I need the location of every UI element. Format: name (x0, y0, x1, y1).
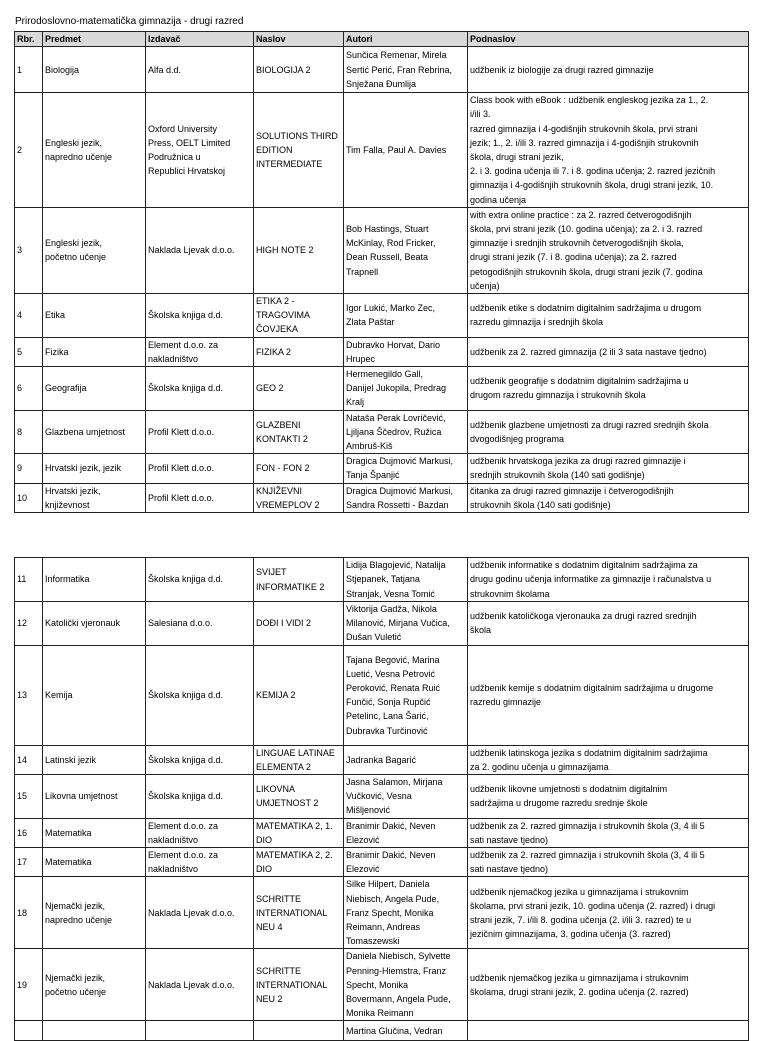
cell-predmet: Matematika (43, 848, 146, 877)
cell-predmet: Etika (43, 294, 146, 338)
table-row (15, 558, 749, 602)
cell-rbr: 6 (15, 367, 43, 411)
cell-rbr: 19 (15, 949, 43, 1021)
header-izdavac: Izdavač (146, 32, 254, 47)
cell-rbr: 17 (15, 848, 43, 877)
cell-autori: Dragica Dujmović Markusi, Tanja Španjić (344, 454, 468, 483)
table-row (15, 645, 749, 745)
cell-predmet: Njemački jezik, napredno učenje (43, 877, 146, 949)
cell-podnaslov: udžbenik informatike s dodatnim digitalnim sadržajima za drugu godinu učenja informatike za gimnazije i računalstva u strukovnim školama (468, 558, 749, 602)
cell-izdavac: Element d.o.o. za nakladništvo (146, 337, 254, 366)
cell-podnaslov: udžbenik etike s dodatnim digitalnim sadržajima u drugom razredu gimnazija i srednjih škola (468, 294, 749, 338)
table-row (15, 367, 749, 411)
cell-predmet: Latinski jezik (43, 745, 146, 774)
cell-naslov: FIZIKA 2 (254, 337, 344, 366)
cell-predmet: Glazbena umjetnost (43, 410, 146, 454)
table-row (15, 818, 749, 847)
cell-rbr: 14 (15, 745, 43, 774)
header-predmet: Predmet (43, 32, 146, 47)
cell-autori: Igor Lukić, Marko Zec, Zlata Paštar (344, 294, 468, 338)
cell-autori: Tim Falla, Paul A. Davies (344, 93, 468, 208)
cell-izdavac: Profil Klett d.o.o. (146, 410, 254, 454)
cell-naslov: MATEMATIKA 2, 1. DIO (254, 818, 344, 847)
cell-rbr: 3 (15, 207, 43, 293)
cell-podnaslov: Class book with eBook : udžbenik engleskog jezika za 1., 2. i/ili 3. razred gimnazija i 4-godišnjih strukovnih škola, prvi strani jezik; 1., 2. i/ili 3. razred gimnazija i 4-godišnjih strukovnih škola, drugi strani jezik, 2. i 3. godina učenja ili 7. i 8. godina učenja; 2. razred jezičnih gimnazija i 4-godišnjih strukovnih škola, drugi strani jezik, 10. godina učenja (468, 93, 749, 208)
cell-autori: Dragica Dujmović Markusi, Sandra Rossetti - Bazdan (344, 483, 468, 512)
cell-izdavac: Naklada Ljevak d.o.o. (146, 949, 254, 1021)
cell-izdavac: Školska knjiga d.d. (146, 558, 254, 602)
table-row (15, 745, 749, 774)
table-row (15, 877, 749, 949)
cell-autori: Dubravko Horvat, Dario Hrupec (344, 337, 468, 366)
cell-naslov: SVIJET INFORMATIKE 2 (254, 558, 344, 602)
cell-podnaslov: udžbenik kemije s dodatnim digitalnim sadržajima u drugome razredu gimnazije (468, 645, 749, 745)
table-row (15, 410, 749, 454)
cell-rbr: 2 (15, 93, 43, 208)
header-podnaslov: Podnaslov (468, 32, 749, 47)
cell-autori: Silke Hilpert, Daniela Niebisch, Angela Pude, Franz Specht, Monika Reimann, Andreas Tomaszewski (344, 877, 468, 949)
cell-podnaslov: udžbenik njemačkog jezika u gimnazijama i strukovnim školama, prvi strani jezik, 10. godina učenja (2. razred) i drugi strani jezik, 7. i/ili 8. godina učenja (2. i/ili 3. razred) te u jezičnim gimnazijama, 3. godina učenja (3. razred) (468, 877, 749, 949)
cell-podnaslov: udžbenik iz biologije za drugi razred gimnazije (468, 47, 749, 93)
table-row (15, 848, 749, 877)
cell-rbr: 9 (15, 454, 43, 483)
table-row (15, 454, 749, 483)
header-rbr: Rbr. (15, 32, 43, 47)
cell-izdavac: Element d.o.o. za nakladništvo (146, 848, 254, 877)
cell-izdavac: Oxford University Press, OELT Limited Podružnica u Republici Hrvatskoj (146, 93, 254, 208)
cell-naslov: KEMIJA 2 (254, 645, 344, 745)
cell-izdavac: Školska knjiga d.d. (146, 645, 254, 745)
cell-rbr: 15 (15, 775, 43, 819)
table-row (15, 47, 749, 93)
cell-podnaslov: udžbenik za 2. razred gimnazija (2 ili 3 sata nastave tjedno) (468, 337, 749, 366)
cell-podnaslov: udžbenik likovne umjetnosti s dodatnim digitalnim sadržajima u drugome razredu srednje škole (468, 775, 749, 819)
cell-izdavac: Salesiana d.o.o. (146, 602, 254, 646)
cell-autori: Sunčica Remenar, Mirela Sertić Perić, Fran Rebrina, Snježana Đumlija (344, 47, 468, 93)
cell-naslov: KNJIŽEVNI VREMEPLOV 2 (254, 483, 344, 512)
cell-naslov: LIKOVNA UMJETNOST 2 (254, 775, 344, 819)
textbook-table-1 (14, 31, 749, 513)
cell-naslov: SCHRITTE INTERNATIONAL NEU 2 (254, 949, 344, 1021)
cell-rbr: 18 (15, 877, 43, 949)
cell-podnaslov: čitanka za drugi razred gimnazije i četverogodišnjih strukovnih škola (140 sati godišnje) (468, 483, 749, 512)
table-row (15, 775, 749, 819)
table-row (15, 294, 749, 338)
table-row (15, 207, 749, 293)
cell-rbr: 16 (15, 818, 43, 847)
cell-naslov: FON - FON 2 (254, 454, 344, 483)
table-row (15, 93, 749, 208)
cell-podnaslov: udžbenik za 2. razred gimnazija i strukovnih škola (3, 4 ili 5 sati nastave tjedno) (468, 818, 749, 847)
cell-predmet: Njemački jezik, početno učenje (43, 949, 146, 1021)
cell-autori: Viktorija Gadža, Nikola Milanović, Mirjana Vučica, Dušan Vuletić (344, 602, 468, 646)
cell-naslov: GLAZBENI KONTAKTI 2 (254, 410, 344, 454)
table-row (15, 602, 749, 646)
header-autori: Autori (344, 32, 468, 47)
cell-autori: Branimir Dakić, Neven Elezović (344, 818, 468, 847)
cell-podnaslov: udžbenik latinskoga jezika s dodatnim digitalnim sadržajima za 2. godinu učenja u gimnazijama (468, 745, 749, 774)
cell-podnaslov: udžbenik hrvatskoga jezika za drugi razred gimnazije i srednjih strukovnih škola (140 sati godišnje) (468, 454, 749, 483)
cell-predmet: Informatika (43, 558, 146, 602)
cell-rbr: 1 (15, 47, 43, 93)
cell-predmet: Fizika (43, 337, 146, 366)
cell-predmet: Likovna umjetnost (43, 775, 146, 819)
cell-autori: Jasna Salamon, Mirjana Vučković, Vesna Mišljenović (344, 775, 468, 819)
cell-izdavac: Profil Klett d.o.o. (146, 454, 254, 483)
cell-autori: Jadranka Bagarić (344, 745, 468, 774)
cell-podnaslov: udžbenik geografije s dodatnim digitalnim sadržajima u drugom razredu gimnazija i strukovnih škola (468, 367, 749, 411)
cell-rbr: 13 (15, 645, 43, 745)
cell-autori: Bob Hastings, Stuart McKinlay, Rod Fricker, Dean Russell, Beata Trapnell (344, 207, 468, 293)
cell-izdavac: Školska knjiga d.d. (146, 294, 254, 338)
document-title: Prirodoslovno-matematička gimnazija - drugi razred (15, 16, 244, 27)
cell-naslov: SCHRITTE INTERNATIONAL NEU 4 (254, 877, 344, 949)
table-row (15, 949, 749, 1021)
header-naslov: Naslov (254, 32, 344, 47)
cell-autori: Tajana Begović, Marina Luetić, Vesna Petrović Peroković, Renata Ruić Funčić, Sonja Rupčić Petelinc, Lana Šarić, Dubravka Turčinović (344, 645, 468, 745)
cell-predmet: Katolički vjeronauk (43, 602, 146, 646)
cell-autori: Daniela Niebisch, Sylvette Penning-Hiemstra, Franz Specht, Monika Bovermann, Angela Pude, Monika Reimann (344, 949, 468, 1021)
table-row (15, 337, 749, 366)
cell-rbr: 11 (15, 558, 43, 602)
cell-rbr: 10 (15, 483, 43, 512)
cell-naslov: SOLUTIONS THIRD EDITION INTERMEDIATE (254, 93, 344, 208)
cell-autori: Hermenegildo Gall, Danijel Jukopila, Predrag Kralj (344, 367, 468, 411)
cell-izdavac: Školska knjiga d.d. (146, 745, 254, 774)
cell-izdavac: Naklada Ljevak d.o.o. (146, 207, 254, 293)
cell-izdavac: Školska knjiga d.d. (146, 367, 254, 411)
cell-predmet: Matematika (43, 818, 146, 847)
cell-rbr: 8 (15, 410, 43, 454)
cell-naslov: ETIKA 2 - TRAGOVIMA ČOVJEKA (254, 294, 344, 338)
cell-autori: Lidija Blagojević, Natalija Stjepanek, Tatjana Stranjak, Vesna Tomić (344, 558, 468, 602)
cell-predmet: Engleski jezik, početno učenje (43, 207, 146, 293)
cell-predmet: Engleski jezik, napredno učenje (43, 93, 146, 208)
textbook-table-2 (14, 557, 749, 1041)
cell-naslov: HIGH NOTE 2 (254, 207, 344, 293)
cell-podnaslov: udžbenik glazbene umjetnosti za drugi razred srednjih škola dvogodišnjeg programa (468, 410, 749, 454)
cell-rbr: 4 (15, 294, 43, 338)
cell-izdavac: Profil Klett d.o.o. (146, 483, 254, 512)
cell-rbr: 12 (15, 602, 43, 646)
cell-podnaslov: with extra online practice : za 2. razred četverogodišnjih škola, prvi strani jezik (10. godina učenja); za 2. i 3. razred gimnazije i srednjih strukovnih četverogodišnjih škola, drugi strani jezik (7. i 8. godina učenja); za 2. razred petogodišnjih strukovnih škola, drugi strani jezik (7. godina učenja) (468, 207, 749, 293)
cell-podnaslov: udžbenik njemačkog jezika u gimnazijama i strukovnim školama, drugi strani jezik, 2. godina učenja (2. razred) (468, 949, 749, 1021)
cell-autori: Nataša Perak Lovričević, Ljiljana Ščedrov, Ružica Ambruš-Kiš (344, 410, 468, 454)
cell-izdavac: Školska knjiga d.d. (146, 775, 254, 819)
cell-naslov: BIOLOGIJA 2 (254, 47, 344, 93)
cell-izdavac: Element d.o.o. za nakladništvo (146, 818, 254, 847)
cell-izdavac: Alfa d.d. (146, 47, 254, 93)
cell-izdavac: Naklada Ljevak d.o.o. (146, 877, 254, 949)
cell-predmet: Kemija (43, 645, 146, 745)
cell-predmet: Geografija (43, 367, 146, 411)
cell-autori: Branimir Dakić, Neven Elezović (344, 848, 468, 877)
cell-naslov: DOĐI I VIDI 2 (254, 602, 344, 646)
cell-podnaslov: udžbenik za 2. razred gimnazija i strukovnih škola (3, 4 ili 5 sati nastave tjedno) (468, 848, 749, 877)
cell-podnaslov: udžbenik katoličkoga vjeronauka za drugi razred srednjih škola (468, 602, 749, 646)
cell-naslov: GEO 2 (254, 367, 344, 411)
cell-predmet: Hrvatski jezik, jezik (43, 454, 146, 483)
cell-naslov: LINGUAE LATINAE ELEMENTA 2 (254, 745, 344, 774)
table-header-row (15, 32, 749, 47)
cell-rbr: 5 (15, 337, 43, 366)
cell-autori: Martina Glučina, Vedran (344, 1021, 468, 1041)
cell-naslov: MATEMATIKA 2, 2. DIO (254, 848, 344, 877)
table-row (15, 483, 749, 512)
cell-predmet: Hrvatski jezik, književnost (43, 483, 146, 512)
cell-predmet: Biologija (43, 47, 146, 93)
